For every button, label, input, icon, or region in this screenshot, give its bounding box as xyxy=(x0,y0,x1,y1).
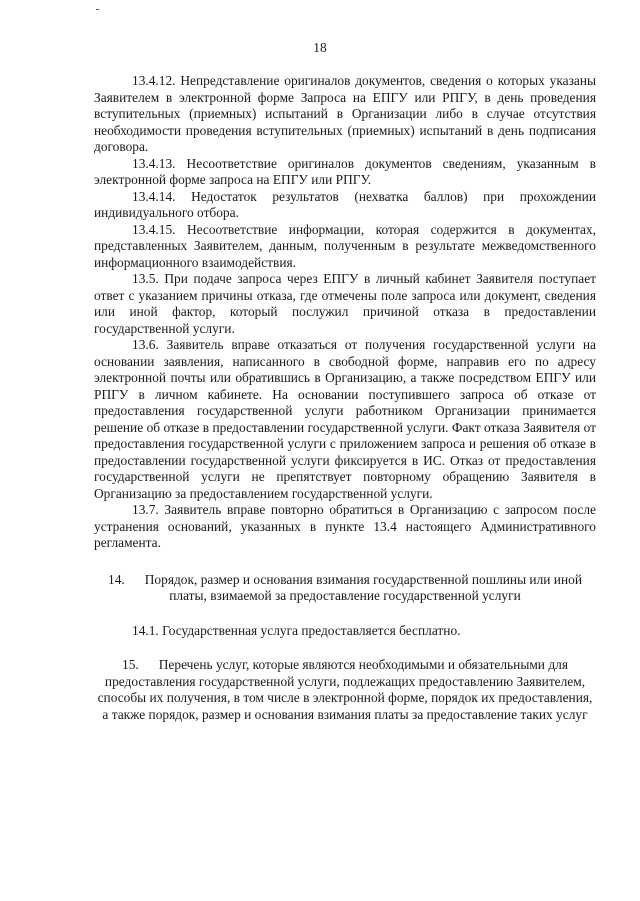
section-14-number: 14. xyxy=(108,571,125,587)
section-15-heading xyxy=(94,657,596,723)
section-15-number: 15. xyxy=(122,657,139,672)
scan-mark xyxy=(96,9,99,10)
page-number: 18 xyxy=(313,40,327,55)
paragraph-13-4-15: 13.4.15. Несоответствие информации, которая содержится в документах, представленных Заявителем, данным, полученным в результате межведомственного информационного взаимодействия. xyxy=(94,221,596,270)
section-14-heading xyxy=(94,572,596,605)
paragraph-13-4-13: 13.4.13. Несоответствие оригиналов документов сведениям, указанным в электронной форме запроса на ЕПГУ или РПГУ. xyxy=(94,155,596,187)
paragraph-13-5: 13.5. При подаче запроса через ЕПГУ в личный кабинет Заявителя поступает ответ с указанием причины отказа, где отмечены поле запроса или документ, сведения или иной фактор, который послужил причиной отказа в предоставлении государственной услуги. xyxy=(94,271,596,336)
paragraph-13-6: 13.6. Заявитель вправе отказаться от получения государственной услуги на основании заявления, написанного в свободной форме, направив его по адресу электронной почты или обратившись в Организацию, а также посредством ЕПГУ или РПГУ в личном кабинете. На основании поступившего запроса об отказе от предоставления государственной услуги работником Организации принимается решение об отказе в предоставлении государственной услуги. Факт отказа Заявителя от предоставления государственной услуги с приложением запроса и решения об отказе в предоставлении государственной услуги фиксируется в ИС. Отказ от предоставления государственной услуги не препятствует повторному обращению Заявителя в Организацию за предоставлением государственной услуги. xyxy=(94,337,596,501)
section-15-title: Перечень услуг, которые являются необходимыми и обязательными для предоставления государственной услуги, подлежащих предоставлению Заявителем, способы их получения, в том числе в электронной форме, порядок их предоставления, а также порядок, размер и основания взимания платы за предоставление таких услуг xyxy=(97,657,593,722)
body-text xyxy=(94,73,596,723)
paragraph-13-4-14: 13.4.14. Недостаток результатов (нехватка баллов) при прохождении индивидуального отбора. xyxy=(94,188,596,220)
paragraph-13-4-12: 13.4.12. Непредставление оригиналов документов, сведения о которых указаны Заявителем в электронной форме Запроса на ЕПГУ или РПГУ, в день проведения вступительных (приемных) испытаний в Организации либо в случае отсутствия необходимости проведения вступительных (приемных) испытаний в день подписания договора. xyxy=(94,73,596,154)
paragraph-13-7: 13.7. Заявитель вправе повторно обратиться в Организацию с запросом после устранения оснований, указанных в пункте 13.4 настоящего Административного регламента. xyxy=(94,502,596,550)
section-14-title: Порядок, размер и основания взимания государственной пошлины или иной платы, взимаемой за предоставление государственной услуги xyxy=(144,571,582,603)
paragraph-14-1: 14.1. Государственная услуга предоставляется бесплатно. xyxy=(132,622,461,638)
